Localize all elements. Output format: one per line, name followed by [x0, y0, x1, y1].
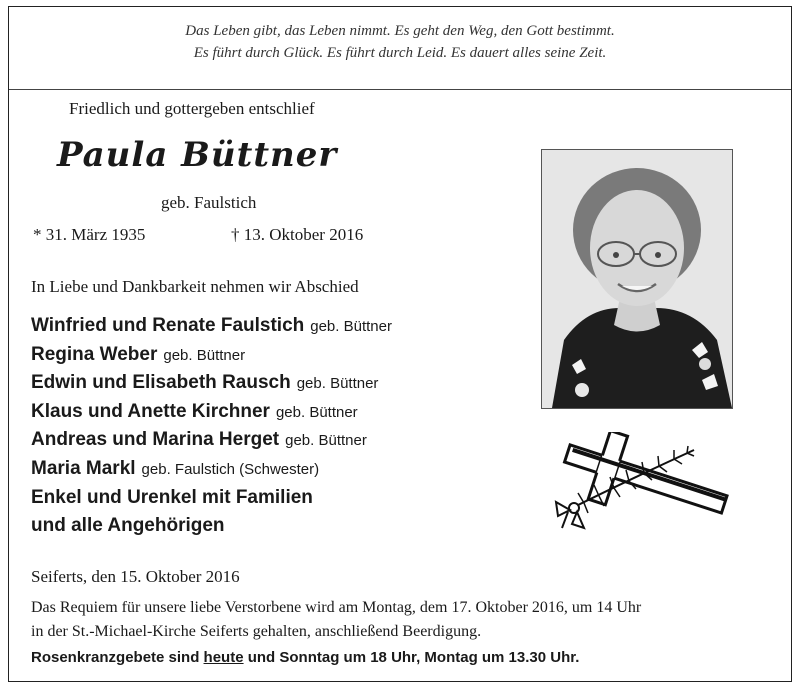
mourner-row	[31, 315, 392, 344]
mourner-name: Winfried und Renate Faulstich	[31, 315, 305, 336]
cross-with-palm-icon	[544, 432, 739, 532]
rosary-highlight: heute	[203, 649, 244, 666]
mourner-name: Regina Weber	[31, 343, 158, 365]
rosary-prayer-info	[31, 649, 579, 666]
intro-text: Friedlich und gottergeben entschlief	[69, 99, 315, 118]
mourner-name: Andreas und Marina Herget	[31, 429, 280, 451]
mourner-name: und alle Angehörigen	[31, 515, 225, 537]
mourner-row	[31, 458, 392, 487]
death-date: † 13. Oktober 2016	[231, 225, 364, 244]
mourner-name: Enkel und Urenkel mit Familien	[31, 486, 313, 508]
mourner-suffix: geb. Büttner	[163, 346, 246, 364]
mourner-name: Maria Markl	[31, 457, 136, 479]
deceased-name: Paula Büttner	[57, 135, 338, 175]
mourner-row	[31, 401, 392, 430]
mourner-name: Klaus und Anette Kirchner	[31, 400, 270, 422]
birth-date: * 31. März 1935	[33, 225, 146, 244]
motto-line-1: Das Leben gibt, das Leben nimmt. Es geht den Weg, den Gott bestimmt.	[185, 23, 615, 39]
mourner-row	[31, 372, 392, 401]
requiem-line-1: Das Requiem für unsere liebe Verstorbene wird am Montag, dem 17. Oktober 2016, um 14 Uhr	[31, 599, 642, 616]
rosary-text-start: Rosenkranzgebete sind	[31, 649, 204, 666]
mourner-suffix: geb. Büttner	[275, 403, 358, 421]
mourner-suffix: geb. Faulstich (Schwester)	[141, 460, 320, 478]
farewell-text: In Liebe und Dankbarkeit nehmen wir Abschied	[31, 277, 359, 296]
mourner-suffix: geb. Büttner	[285, 432, 367, 450]
portrait-photo	[541, 149, 733, 409]
maiden-name: geb. Faulstich	[161, 193, 257, 212]
motto-line-2: Es führt durch Glück. Es führt durch Leid. Es dauert alles seine Zeit.	[193, 45, 607, 61]
mourners-list	[31, 315, 392, 544]
mourner-suffix: geb. Büttner	[296, 375, 379, 393]
obituary-notice	[8, 6, 792, 682]
mourner-row	[31, 515, 392, 544]
requiem-line-2: in der St.-Michael-Kirche Seiferts gehalten, anschließend Beerdigung.	[31, 623, 482, 640]
mourner-name: Edwin und Elisabeth Rausch	[31, 372, 291, 394]
divider	[9, 89, 791, 90]
mourner-row	[31, 487, 392, 516]
place-and-date: Seiferts, den 15. Oktober 2016	[31, 567, 240, 586]
mourner-row	[31, 344, 392, 373]
mourner-suffix: geb. Büttner	[310, 318, 392, 335]
rosary-text-end: und Sonntag um 18 Uhr, Montag um 13.30 Uhr.	[243, 649, 580, 666]
mourner-row	[31, 429, 392, 458]
